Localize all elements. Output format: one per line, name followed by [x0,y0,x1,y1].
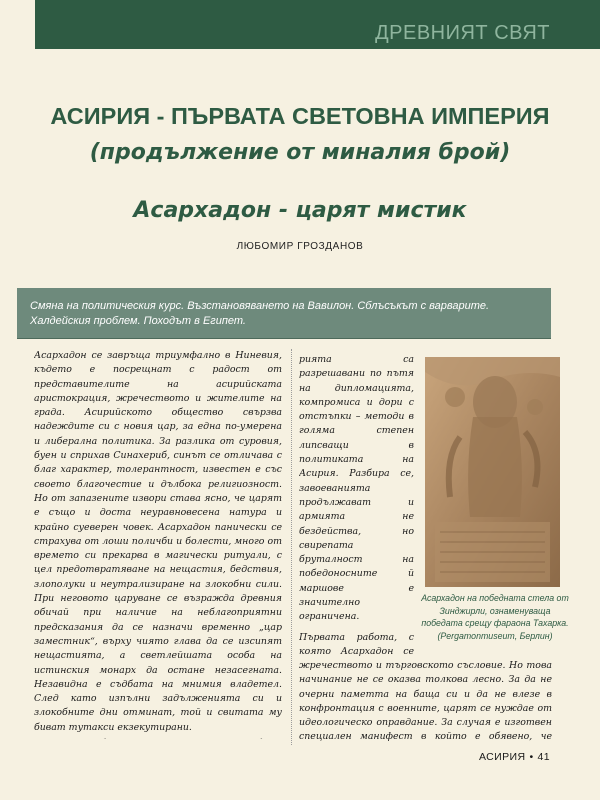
page-footer [479,751,550,763]
column-divider [291,349,292,745]
footer-section: АСИРИЯ [479,751,526,763]
paragraph: Асархадон се завръща триумфално в Ниневия, където е посрещнат с радост от представителите на асирийската аристокрация, жречеството и жителите на града. Асирийското общество свързва надеждите си с новия цар, за една по-умерена и либерална политика. За разлика от суровия, буен и сприхав Синахериб, синът се отличава с благ характер, толерантност, известен е със своето благочестие и дълбока религиозност. Но от запазените извори става ясно, че царят е също и доста неуравновесена натура и крайно суеверен човек. Асархадон панически се страхува от лоши поличби и болести, много от времето си прекарва в магически ритуали, с цел предотвратяване на нещастия, бедствия, злополуки и неутрализиране на злокобни сили. При неговото царуване се възражда древния обичай при наличие на неблагоприятни предсказания да се назначи временно „цар заместник“, върху чиято глава да се изсипят нещастията, а светлейшата особа на истинския монарх да остане незасегната. Незавидна е съдбата на мнимия владетел. След като изпълни задълженията си и злокобните дни отминат, той и свитата му биват тутакси екзекутирани. [34,350,282,733]
text-column-middle [299,353,414,658]
page-number: 41 [537,751,550,763]
paragraph [34,737,282,739]
text-column-left [34,349,282,739]
header-bar [35,0,600,49]
paragraph: рията са разрешавани по пътя на дипломацията, компромиса и дори с отстъпки – методи в голяма степен липсващи в политиката на Асирия. Разбира се, завоеванията продължават и армията не бездейства, но свирепата бруталност на победоносните й маршове е значително ограничена. [299,354,414,623]
text-column-wide [299,659,552,741]
author-name: ЛЮБОМИР ГРОЗДАНОВ [236,241,364,252]
section-label: ДРЕВНИЯТ СВЯТ [375,22,550,44]
footer-separator: • [529,751,534,763]
article-subtitle: (продължение от миналия брой) [89,140,511,165]
article-heading: Асархадон - царят мистик [133,198,467,223]
stele-photo [425,357,560,587]
photo-caption: Асархадон на победната стела от Зинджирли, ознаменуваща победата срещу фараона Тахарка. (Pergamonmuseum, Берлин) [421,593,569,641]
paragraph: жречеството и търговското съсловие. Но това начинание не се оказва толкова лесно. За да не очерни паметта на баща си и да не влезе в конфронтация с военните, царят се нуждае от идеологическо оправдание. За случая е изготвен специален манифест в който е обявено, че [299,660,552,741]
summary-text: Смяна на политическия курс. Възстановяването на Вавилон. Сблъсъкът с варварите. Халдейския проблем. Походът в Египет. [30,300,490,327]
summary-box [17,288,551,339]
article-title: АСИРИЯ - ПЪРВАТА СВЕТОВНА ИМПЕРИЯ [50,103,550,129]
paragraph: Първата работа, с която Асархадон се [299,631,414,657]
